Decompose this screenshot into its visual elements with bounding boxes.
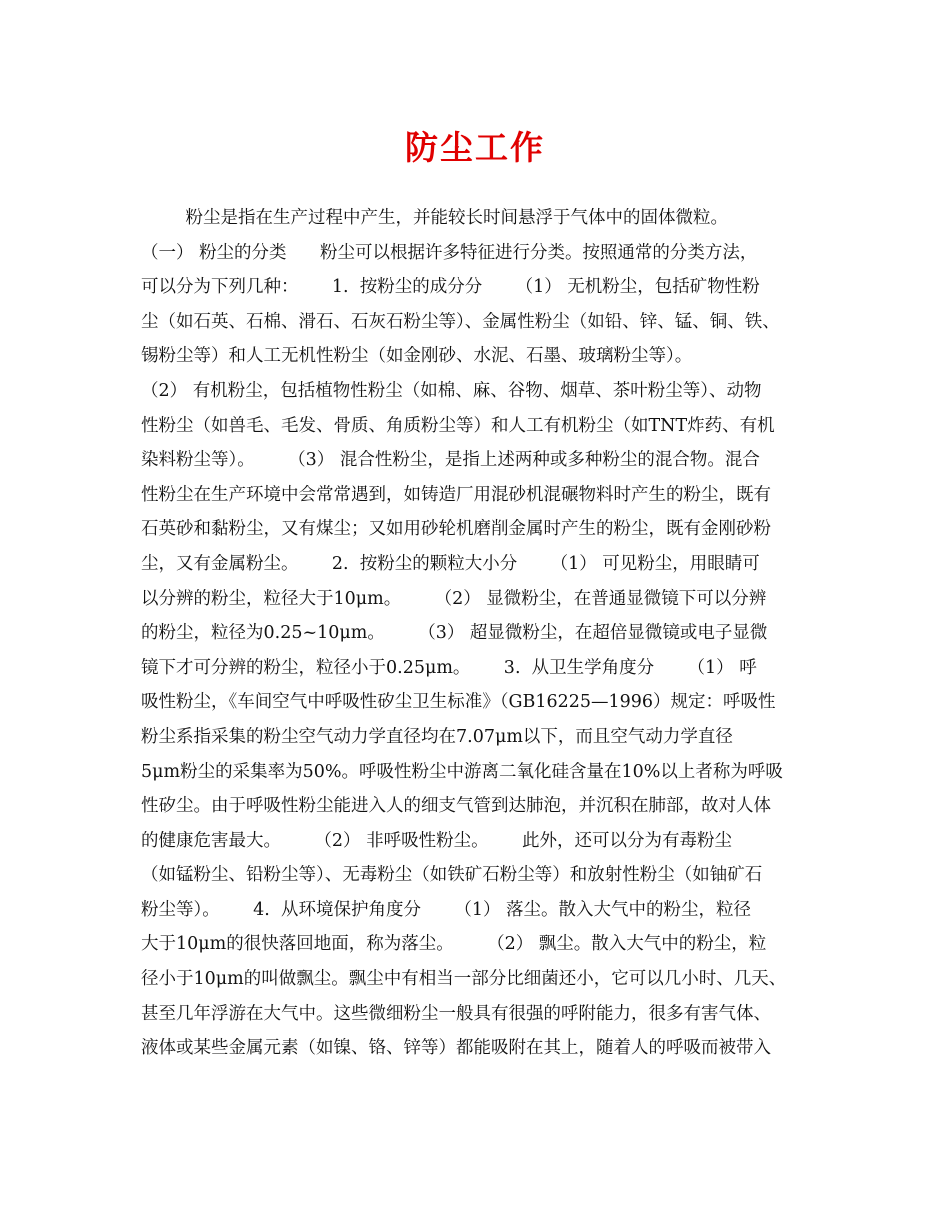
body-text-line: 性粉尘（如兽毛、毛发、骨质、角质粉尘等）和人工有机粉尘（如TNT炸药、有机 — [141, 415, 775, 436]
body-text-line: 吸性粉尘，《车间空气中呼吸性矽尘卫生标准》（GB16225—1996）规定：呼吸性 — [141, 692, 776, 713]
body-text-line: 性矽尘。由于呼吸性粉尘能进入人的细支气管到达肺泡，并沉积在肺部，故对人体 — [141, 796, 771, 817]
body-text-line: 尘，又有金属粉尘。 2. 按粉尘的颗粒大小分 （1） 可见粉尘，用眼睛可 — [141, 553, 760, 574]
body-text-line: 的健康危害最大。 （2） 非呼吸性粉尘。 此外，还可以分为有毒粉尘 — [141, 830, 732, 851]
body-text-line: 锡粉尘等）和人工无机性粉尘（如金刚砂、水泥、石墨、玻璃粉尘等）。 — [141, 346, 693, 367]
body-text-line: 粉尘等）。 4. 从环境保护角度分 （1） 落尘。散入大气中的粉尘，粒径 — [141, 899, 752, 920]
body-text-line: 液体或某些金属元素（如镍、铬、锌等）都能吸附在其上，随着人的呼吸而被带入 — [141, 1038, 771, 1059]
body-text-line: 镜下才可分辨的粉尘，粒径小于0.25μm。 3. 从卫生学角度分 （1） 呼 — [141, 657, 757, 678]
body-text-line: 径小于10μm的叫做飘尘。飘尘中有相当一部分比细菌还小，它可以几小时、几天、 — [141, 969, 787, 990]
body-text-line: 的粉尘，粒径为0.25~10μm。 （3） 超显微粉尘，在超倍显微镜或电子显微 — [141, 623, 768, 644]
body-text-line: 大于10μm的很快落回地面，称为落尘。 （2） 飘尘。散入大气中的粉尘，粒 — [141, 934, 767, 955]
body-text-line: 以分辨的粉尘，粒径大于10μm。 （2） 显微粉尘，在普通显微镜下可以分辨 — [141, 588, 767, 609]
body-text-line: 石英砂和黏粉尘，又有煤尘；又如用砂轮机磨削金属时产生的粉尘，既有金刚砂粉 — [141, 519, 771, 540]
body-text-line: 粉尘是指在生产过程中产生，并能较长时间悬浮于气体中的固体微粒。 — [141, 208, 728, 228]
body-text-line: （如锰粉尘、铅粉尘等）、无毒粉尘（如铁矿石粉尘等）和放射性粉尘（如铀矿石 — [141, 865, 763, 886]
body-text-line: 粉尘系指采集的粉尘空气动力学直径均在7.07μm以下，而且空气动力学直径 — [141, 726, 733, 747]
body-text-line: （一） 粉尘的分类 粉尘可以根据许多特征进行分类。按照通常的分类方法， — [141, 242, 758, 263]
body-text-line: 性粉尘在生产环境中会常常遇到，如铸造厂用混砂机混碾物料时产生的粉尘，既有 — [141, 484, 771, 505]
document-title: 防尘工作 — [405, 128, 545, 167]
document-body — [141, 201, 813, 1066]
body-text-line: 可以分为下列几种： 1. 按粉尘的成分分 （1） 无机粉尘，包括矿物性粉 — [141, 277, 760, 298]
body-text-line: 5μm粉尘的采集率为50%。呼吸性粉尘中游离二氧化硅含量在10%以上者称为呼吸 — [141, 761, 783, 782]
body-text-line: （2） 有机粉尘，包括植物性粉尘（如棉、麻、谷物、烟草、茶叶粉尘等）、动物 — [141, 380, 762, 401]
body-text-line: 尘（如石英、石棉、滑石、石灰石粉尘等）、金属性粉尘（如铅、锌、锰、铜、铁、 — [141, 311, 780, 332]
body-text-line: 甚至几年浮游在大气中。这些微细粉尘一般具有很强的呼附能力，很多有害气体、 — [141, 1003, 771, 1024]
body-text-line: 染料粉尘等）。 （3） 混合性粉尘，是指上述两种或多种粉尘的混合物。混合 — [141, 450, 760, 471]
